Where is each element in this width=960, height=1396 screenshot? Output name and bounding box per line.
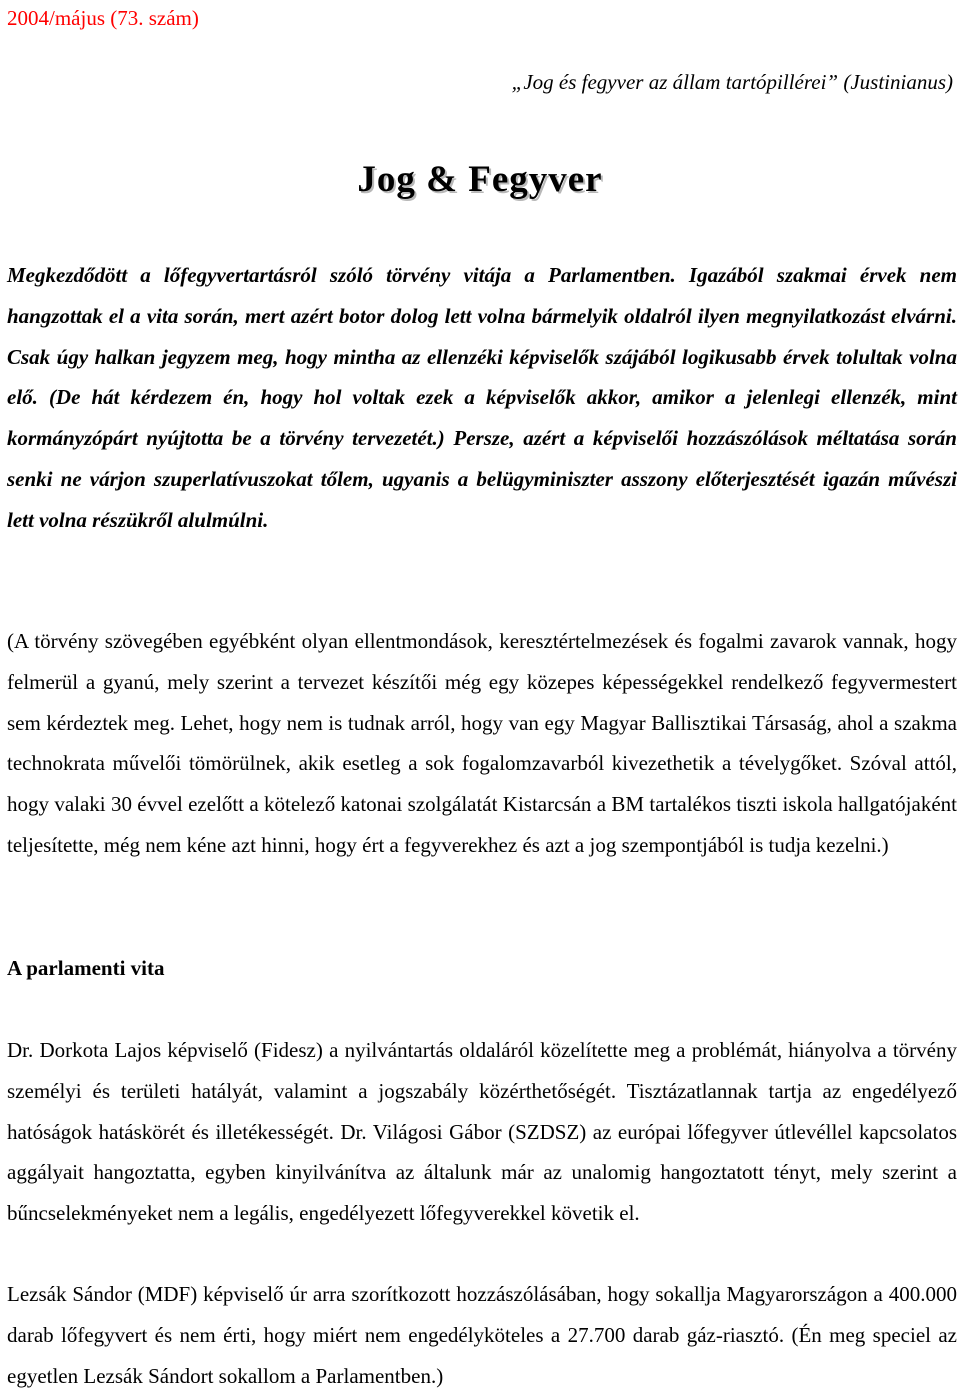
motto-quote: „Jog és fegyver az állam tartópillérei” (Justinianus) [511,70,953,94]
aside-paragraph: (A törvény szövegében egyébként olyan ellentmondások, keresztértelmezések és fogalmi zavarok vannak, hogy felmerül a gyanú, mely szerint a tervezet készítői még egy közepes képességekkel rendelkező fegyvermestert sem kérdeztek meg. Lehet, hogy nem is tudnak arról, hogy van egy Magyar Ballisztikai Társaság, ahol a szakma technokrata művelői tömörülnek, akik esetleg a sok fogalomzavarból kivezethetik a tévelygőket. Szóval attól, hogy valaki 30 évvel ezelőtt a kötelező katonai szolgálatát Kistarcsán a BM tartalékos tiszti iskola hallgatójaként teljesítette, még nem kéne azt hinni, hogy ért a fegyverekhez és azt a jog szempontjából is tudja kezelni.) [7,629,957,857]
issue-label: 2004/május (73. szám) [7,6,199,30]
body-paragraph: Lezsák Sándor (MDF) képviselő úr arra szorítkozott hozzászólásában, hogy sokallja Magyarországon a 400.000 darab lőfegyvert és nem érti, hogy miért nem engedélyköteles a 27.700 darab gáz-riasztó. (Én meg speciel az egyetlen Lezsák Sándort sokallom a Parlamentben.) [7,1282,957,1388]
intro-paragraph: Megkezdődött a lőfegyvertartásról szóló törvény vitája a Parlamentben. Igazából szakmai érvek nem hangzottak el a vita során, mert azért botor dolog lett volna bármelyik oldalról ilyen megnyilatkozást elvárni. Csak úgy halkan jegyzem meg, hogy mintha az ellenzéki képviselők szájából logikusabb érvek tolultak volna elő. (De hát kérdezem én, hogy hol voltak ezek a képviselők akkor, amikor a jelenlegi ellenzék, mint kormányzópárt nyújtotta be a törvény tervezetét.) Persze, azért a képviselői hozzászólások méltatása során senki ne várjon szuperlatívuszokat tőlem, ugyanis a belügyminiszter asszony előterjesztését igazán művészi lett volna részükről alulmúlni. [7,263,957,532]
article-title: Jog & Fegyver [357,159,603,200]
section-heading: A parlamenti vita [7,956,165,980]
body-paragraph: Dr. Dorkota Lajos képviselő (Fidesz) a nyilvántartás oldaláról közelítette meg a problémát, hiányolva a törvény személyi és területi hatályát, valamint a jogszabály közérthetőségét. Tisztázatlannak tartja az engedélyező hatóságok hatáskörét és illetékességét. Dr. Világosi Gábor (SZDSZ) az európai lőfegyver útlevéllel kapcsolatos aggályait hangoztatta, egyben kinyilvánítva az általunk már az unalomig hangoztatott tényt, mely szerint a bűncselekményeket nem a legális, engedélyezett lőfegyverekkel követik el. [7,1038,957,1226]
